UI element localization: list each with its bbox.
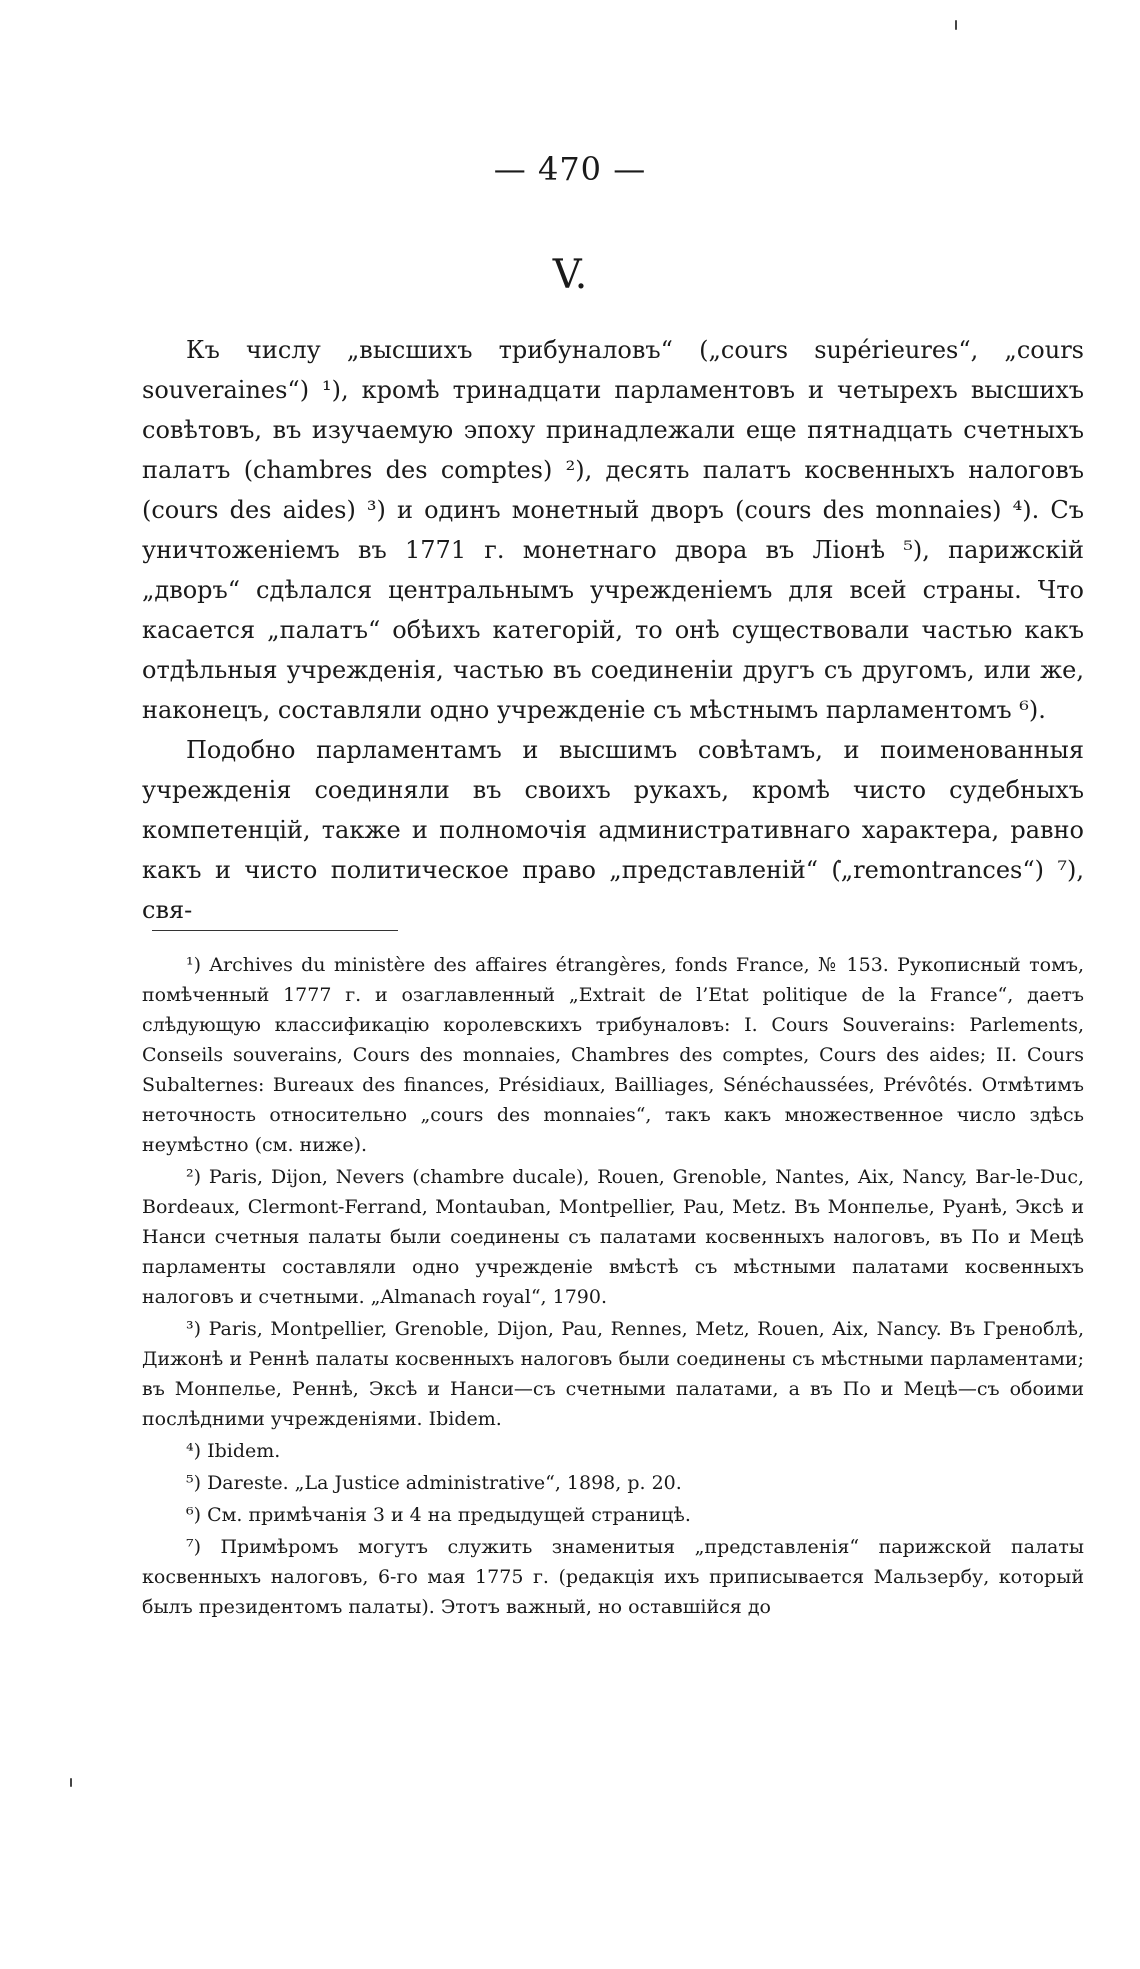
paragraph: Къ числу „высшихъ трибуналовъ“ („cours supérieures“, „cours souveraines“) ¹), кромѣ тринадцати парламентовъ и четырехъ высшихъ совѣтовъ, въ изучаемую эпоху принадлежали еще пятнадцать счетныхъ палатъ (chambres des comptes) ²), десять палатъ косвенныхъ налоговъ (cours des aides) ³) и одинъ монетный дворъ (cours des monnaies) ⁴). Съ уничтоженіемъ въ 1771 г. монетнаго двора въ Ліонѣ ⁵), парижскій „дворъ“ сдѣлался центральнымъ учрежденіемъ для всей страны. Что касается „палатъ“ обѣихъ категорій, то онѣ существовали частью какъ отдѣльныя учрежденія, частью въ соединеніи другъ съ другомъ, или же, наконецъ, составляли одно учрежденіе съ мѣстнымъ парламентомъ ⁶). [142,336,1084,724]
footnote-5: ⁵) Dareste. „La Justice administrative“, 1898, p. 20. [186,1472,682,1494]
footnotes [142,950,1084,1624]
page-number: — 470 — [493,150,647,188]
footnote-2: ²) Paris, Dijon, Nevers (chambre ducale), Rouen, Grenoble, Nantes, Aix, Nancy, Bar-le-Duc, Bordeaux, Clermont-Ferrand, Montauban, Montpellier, Pau, Metz. Въ Монпелье, Руанѣ, Эксѣ и Нанси счетныя палаты были соединены съ палатами косвенныхъ налоговъ, въ По и Мецѣ парламенты составляли одно учрежденіе вмѣстѣ съ мѣстными палатами косвенныхъ налоговъ и счетными. „Almanach royal“, 1790. [142,1166,1084,1308]
footnote-1: ¹) Archives du ministère des affaires étrangères, fonds France, № 153. Рукописный томъ, помѣченный 1777 г. и озаглавленный „Extrait de l’Etat politique de la France“, даетъ слѣдующую классификацію королевскихъ трибуналовъ: I. Cours Souverains: Parlements, Conseils souverains, Cours des monnaies, Chambres des comptes, Cours des aides; II. Cours Subalternes: Bureaux des finances, Présidiaux, Bailliages, Sénéchaussées, Prévôtés. Отмѣтимъ неточность относительно „cours des monnaies“, такъ какъ множественное число здѣсь неумѣстно (см. ниже). [142,954,1084,1156]
section-heading: V. [552,252,588,298]
footnote-separator [152,930,398,931]
footnote-3: ³) Paris, Montpellier, Grenoble, Dijon, Pau, Rennes, Metz, Rouen, Aix, Nancy. Въ Греноблѣ, Дижонѣ и Реннѣ палаты косвенныхъ налоговъ были соединены съ мѣстными парламентами; въ Монпелье, Реннѣ, Эксѣ и Нанси—съ счетными палатами, а въ По и Мецѣ—съ обоими послѣдними учрежденіями. Ibidem. [142,1318,1084,1430]
print-speck [70,1778,72,1787]
footnote-6: ⁶) См. примѣчанія 3 и 4 на предыдущей страницѣ. [186,1504,691,1526]
paragraph: Подобно парламентамъ и высшимъ совѣтамъ, и поименованныя учрежденія соединяли въ своихъ рукахъ, кромѣ чисто судебныхъ компетенцій, также и полномочія административнаго характера, равно какъ и чисто политическое право „представленій“ („remontrances“) ⁷), свя- [142,736,1084,924]
main-text [142,330,1084,930]
footnote-4: ⁴) Ibidem. [186,1440,281,1462]
print-speck [955,20,957,30]
footnote-7: ⁷) Примѣромъ могутъ служить знаменитыя „представленія“ парижской палаты косвенныхъ налоговъ, 6-го мая 1775 г. (редакція ихъ приписывается Мальзербу, который былъ президентомъ палаты). Этотъ важный, но оставшійся до [142,1536,1084,1618]
